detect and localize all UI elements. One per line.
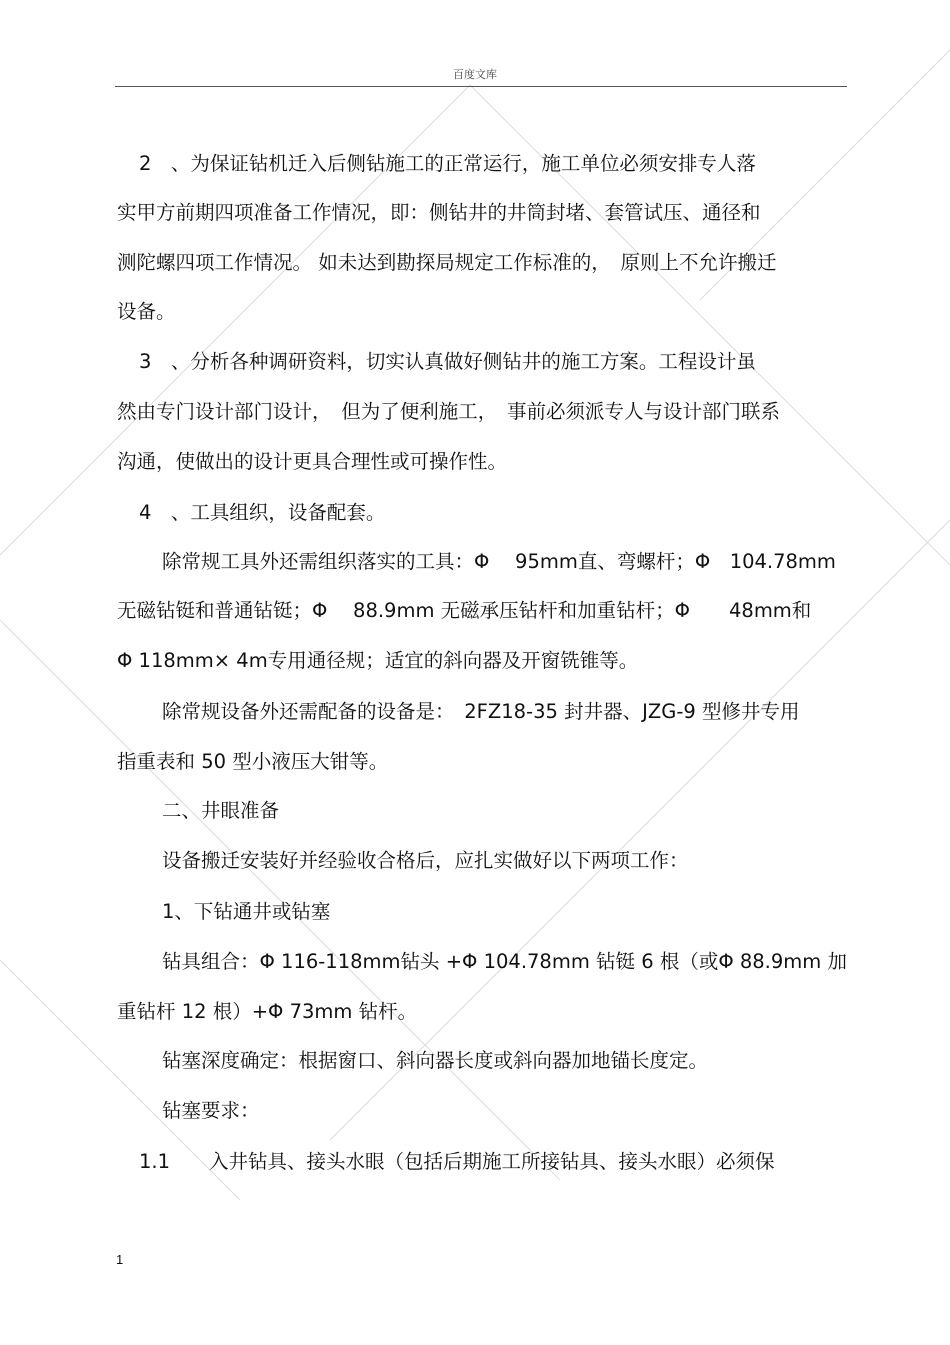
- header-rule: [115, 86, 847, 87]
- subsection-heading: 1、下钻通井或钻塞: [162, 900, 331, 923]
- page-number: 1: [116, 1252, 124, 1267]
- body-line: 测陀螺四项工作情况。 如未达到勘探局规定工作标准的， 原则上不允许搬迁: [117, 251, 777, 274]
- body-line: 设备搬迁安装好并经验收合格后，应扎实做好以下两项工作：: [162, 849, 689, 872]
- body-line: 钻具组合：Φ 116-118mm钻头 +Φ 104.78mm 钻铤 6 根（或Φ 88.9mm 加: [162, 950, 847, 973]
- body-line: 钻塞要求：: [162, 1099, 260, 1122]
- body-line: 钻塞深度确定：根据窗口、斜向器长度或斜向器加地锚长度定。: [162, 1049, 709, 1072]
- body-line: 重钻杆 12 根）+Φ 73mm 钻杆。: [117, 1000, 418, 1023]
- body-line: 除常规设备外还需配备的设备是： 2FZ18-35 封井器、JZG-9 型修井专用: [162, 700, 800, 723]
- body-line: 指重表和 50 型小液压大钳等。: [117, 750, 389, 773]
- body-line: 1.1 入井钻具、接头水眼（包括后期施工所接钻具、接头水眼）必须保: [139, 1150, 775, 1173]
- body-line: 3 、分析各种调研资料，切实认真做好侧钻井的施工方案。工程设计虽: [139, 350, 756, 373]
- body-line: 沟通，使做出的设计更具合理性或可操作性。: [117, 450, 508, 473]
- body-line: 设备。: [117, 300, 176, 323]
- body-line: 4 、工具组织，设备配套。: [139, 501, 386, 524]
- body-line: 除常规工具外还需组织落实的工具：Φ 95mm直、弯螺杆；Φ 104.78mm: [162, 550, 836, 573]
- body-line: 无磁钻铤和普通钻铤；Φ 88.9mm 无磁承压钻杆和加重钻杆；Φ 48mm和: [117, 599, 812, 622]
- body-line: Φ 118mm× 4m专用通径规；适宜的斜向器及开窗铣锥等。: [117, 649, 639, 672]
- body-line: 实甲方前期四项准备工作情况，即：侧钻井的井筒封堵、套管试压、通径和: [117, 201, 761, 224]
- body-line: 2 、为保证钻机迁入后侧钻施工的正常运行，施工单位必须安排专人落: [139, 152, 756, 175]
- body-line: 然由专门设计部门设计， 但为了便利施工， 事前必须派专人与设计部门联系: [117, 400, 781, 423]
- page-header: 百度文库: [453, 68, 497, 81]
- section-heading: 二、井眼准备: [162, 799, 280, 822]
